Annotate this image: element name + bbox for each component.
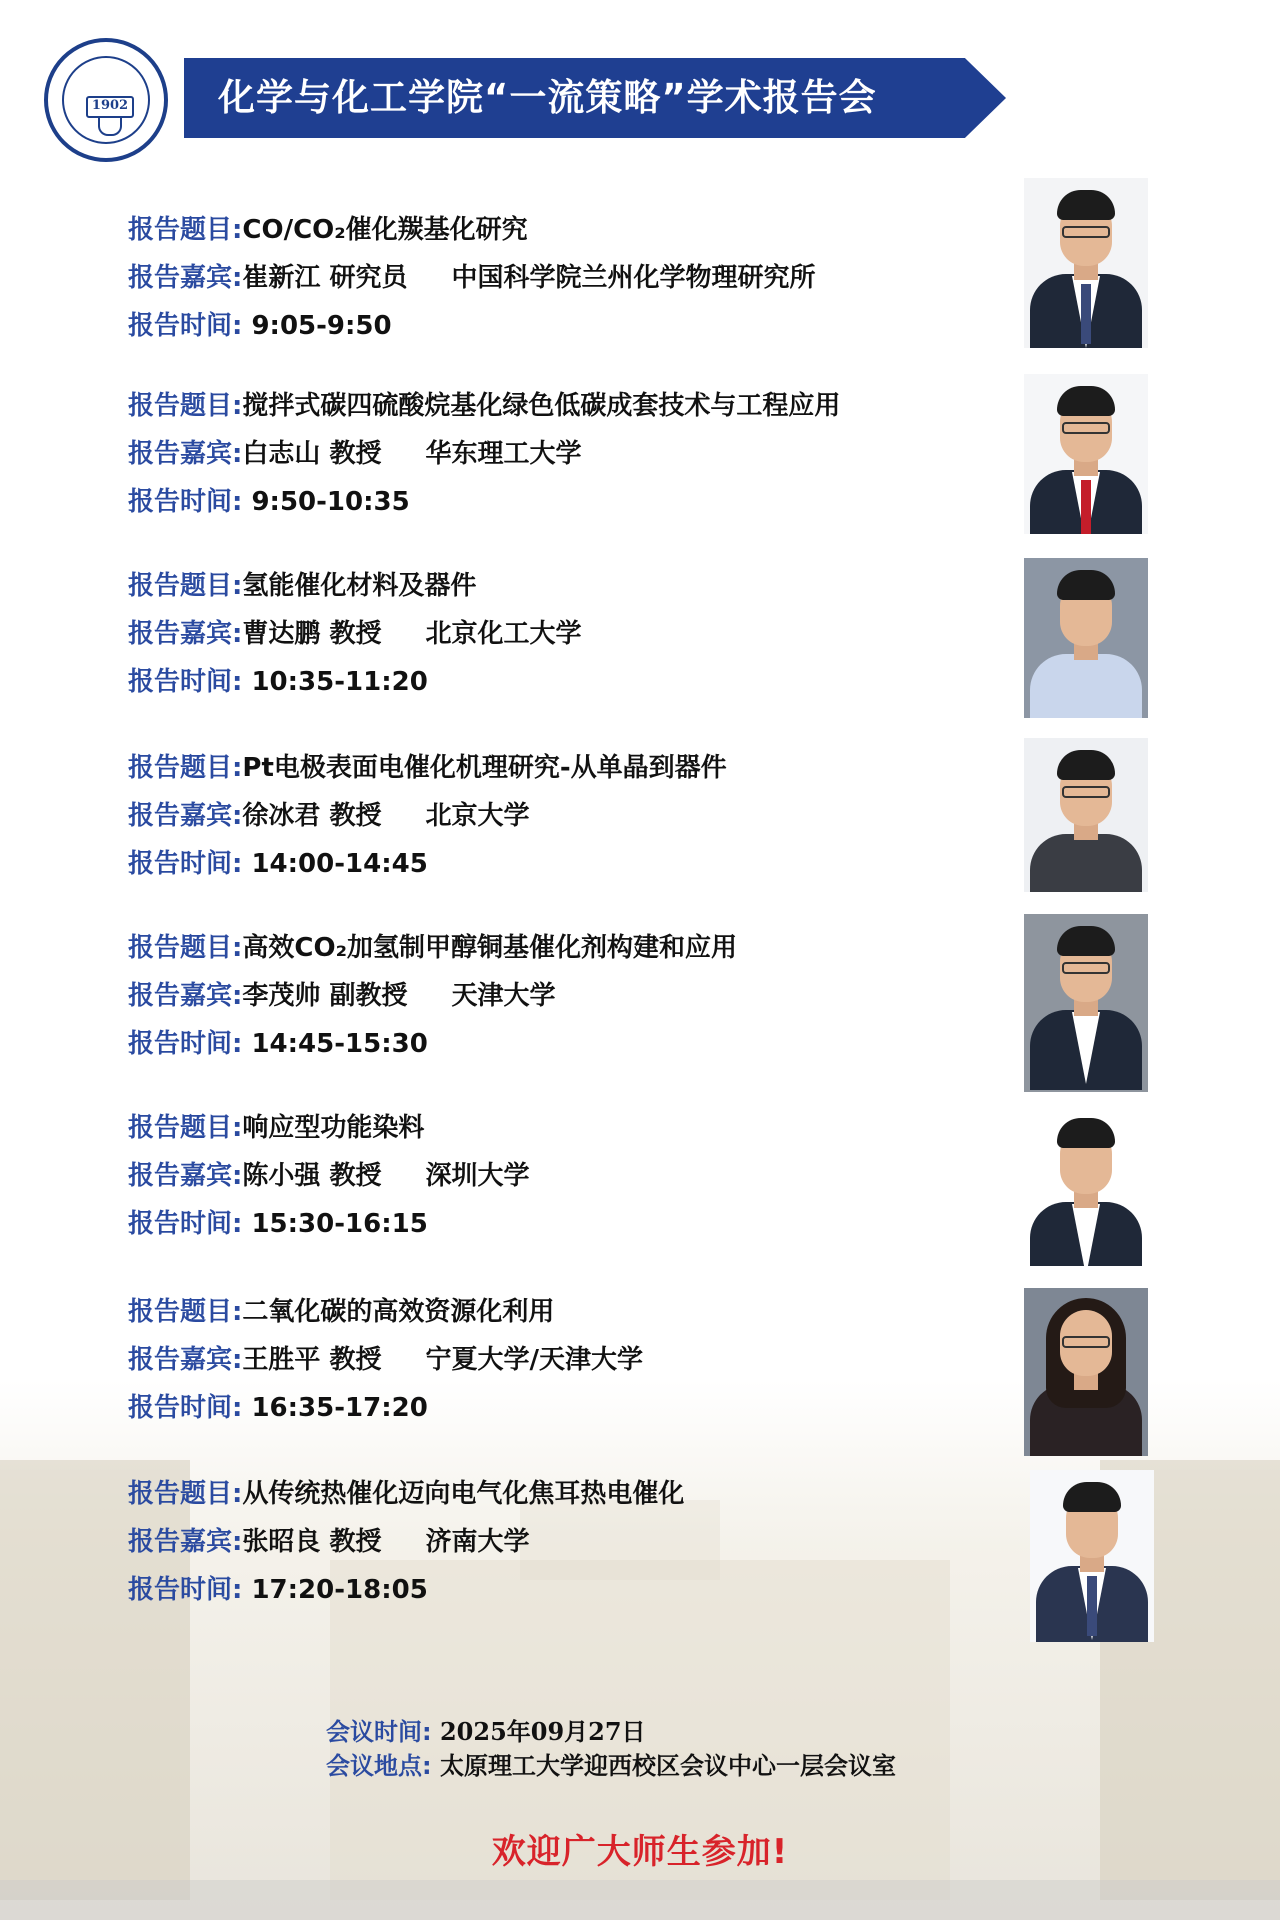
talk-speaker-row <box>128 1342 643 1378</box>
talk-speaker-row <box>128 436 581 472</box>
talk-affiliation: 北京化工大学 <box>425 619 582 649</box>
topic-label: 报告题目: <box>128 1297 243 1327</box>
talk-time-row <box>128 308 392 344</box>
talk-affiliation: 深圳大学 <box>425 1161 530 1191</box>
talk-speaker-row <box>128 798 529 834</box>
logo-ring <box>62 56 150 144</box>
talk-time-row <box>128 1026 428 1062</box>
talk-time: 15:30-16:15 <box>251 1209 428 1239</box>
talk-time: 17:20-18:05 <box>251 1575 428 1605</box>
talk-topic: 高效CO₂加氢制甲醇铜基催化剂构建和应用 <box>242 933 737 963</box>
speaker-photo <box>1024 178 1148 348</box>
talk-affiliation: 华东理工大学 <box>425 439 582 469</box>
speaker-label: 报告嘉宾: <box>128 1345 243 1375</box>
talk-time: 14:45-15:30 <box>251 1029 428 1059</box>
talk-speaker: 陈小强 教授 <box>242 1161 382 1191</box>
talk-item <box>0 738 1280 908</box>
speaker-label: 报告嘉宾: <box>128 1527 243 1557</box>
talk-affiliation: 中国科学院兰州化学物理研究所 <box>451 263 816 293</box>
topic-label: 报告题目: <box>128 1113 243 1143</box>
talk-time: 10:35-11:20 <box>251 667 428 697</box>
talk-item <box>0 556 1280 726</box>
meeting-date-label: 会议时间: <box>326 1718 432 1746</box>
speaker-label: 报告嘉宾: <box>128 439 243 469</box>
talk-affiliation: 北京大学 <box>425 801 530 831</box>
time-label: 报告时间: <box>128 487 243 517</box>
talk-topic-row <box>128 750 727 786</box>
talk-topic: CO/CO₂催化羰基化研究 <box>242 215 528 245</box>
talk-speaker-row <box>128 1524 529 1560</box>
speaker-photo <box>1024 1288 1148 1456</box>
speaker-label: 报告嘉宾: <box>128 619 243 649</box>
talk-time: 14:00-14:45 <box>251 849 428 879</box>
talk-topic: 从传统热催化迈向电气化焦耳热电催化 <box>242 1479 685 1509</box>
talk-speaker-row <box>128 260 815 296</box>
talk-topic-row <box>128 388 840 424</box>
talk-topic-row <box>128 212 528 248</box>
time-label: 报告时间: <box>128 667 243 697</box>
talk-speaker: 曹达鹏 教授 <box>242 619 382 649</box>
time-label: 报告时间: <box>128 1575 243 1605</box>
topic-label: 报告题目: <box>128 571 243 601</box>
talk-topic-row <box>128 1294 554 1330</box>
talk-time-row <box>128 484 410 520</box>
talk-topic: 氢能催化材料及器件 <box>242 571 477 601</box>
talk-affiliation: 济南大学 <box>425 1527 530 1557</box>
talk-item <box>0 374 1280 544</box>
talk-speaker-row <box>128 978 555 1014</box>
meeting-place-row <box>326 1750 896 1782</box>
talk-time-row <box>128 664 428 700</box>
talk-topic: 搅拌式碳四硫酸烷基化绿色低碳成套技术与工程应用 <box>242 391 841 421</box>
talk-topic-row <box>128 1110 424 1146</box>
talk-item <box>0 1100 1280 1270</box>
time-label: 报告时间: <box>128 1029 243 1059</box>
talk-topic: Pt电极表面电催化机理研究-从单晶到器件 <box>242 753 727 783</box>
topic-label: 报告题目: <box>128 753 243 783</box>
speaker-label: 报告嘉宾: <box>128 263 243 293</box>
talk-speaker: 崔新江 研究员 <box>242 263 408 293</box>
speaker-photo <box>1024 914 1148 1092</box>
talk-topic-row <box>128 930 737 966</box>
talk-topic-row <box>128 1476 684 1512</box>
topic-label: 报告题目: <box>128 215 243 245</box>
talk-item <box>0 912 1280 1082</box>
speaker-label: 报告嘉宾: <box>128 1161 243 1191</box>
logo-year: 1902 <box>86 96 134 118</box>
time-label: 报告时间: <box>128 311 243 341</box>
talk-time: 16:35-17:20 <box>251 1393 428 1423</box>
meeting-date: 2025年09月27日 <box>439 1717 646 1746</box>
talk-item <box>0 1470 1280 1640</box>
talk-time: 9:05-9:50 <box>251 311 392 341</box>
time-label: 报告时间: <box>128 849 243 879</box>
talk-speaker-row <box>128 616 581 652</box>
speaker-photo <box>1024 738 1148 892</box>
ground <box>0 1880 1280 1920</box>
speaker-photo <box>1024 1106 1148 1266</box>
talk-item <box>0 178 1280 348</box>
speaker-label: 报告嘉宾: <box>128 981 243 1011</box>
meeting-place: 太原理工大学迎西校区会议中心一层会议室 <box>439 1752 896 1780</box>
topic-label: 报告题目: <box>128 1479 243 1509</box>
university-logo <box>44 38 168 162</box>
talk-speaker-row <box>128 1158 529 1194</box>
time-label: 报告时间: <box>128 1209 243 1239</box>
speaker-photo <box>1024 558 1148 718</box>
speaker-photo <box>1030 1470 1154 1642</box>
topic-label: 报告题目: <box>128 391 243 421</box>
talk-topic: 响应型功能染料 <box>242 1113 425 1143</box>
meeting-place-label: 会议地点: <box>326 1752 432 1780</box>
shield-icon <box>98 116 122 136</box>
speaker-label: 报告嘉宾: <box>128 801 243 831</box>
talk-time-row <box>128 1390 428 1426</box>
talk-speaker: 张昭良 教授 <box>242 1527 382 1557</box>
talk-speaker: 李茂帅 副教授 <box>242 981 408 1011</box>
page-title: 化学与化工学院“一流策略”学术报告会 <box>218 76 877 119</box>
talk-time-row <box>128 1206 428 1242</box>
talk-time: 9:50-10:35 <box>251 487 410 517</box>
meeting-date-row <box>326 1716 646 1748</box>
welcome-message: 欢迎广大师生参加! <box>491 1832 789 1872</box>
talk-speaker: 徐冰君 教授 <box>242 801 382 831</box>
talk-affiliation: 天津大学 <box>451 981 556 1011</box>
talk-topic: 二氧化碳的高效资源化利用 <box>242 1297 555 1327</box>
talk-speaker: 白志山 教授 <box>242 439 382 469</box>
talk-speaker: 王胜平 教授 <box>242 1345 382 1375</box>
talk-topic-row <box>128 568 476 604</box>
speaker-photo <box>1024 374 1148 534</box>
talk-time-row <box>128 846 428 882</box>
talk-time-row <box>128 1572 428 1608</box>
topic-label: 报告题目: <box>128 933 243 963</box>
talk-item <box>0 1288 1280 1458</box>
time-label: 报告时间: <box>128 1393 243 1423</box>
talk-affiliation: 宁夏大学/天津大学 <box>425 1345 643 1375</box>
